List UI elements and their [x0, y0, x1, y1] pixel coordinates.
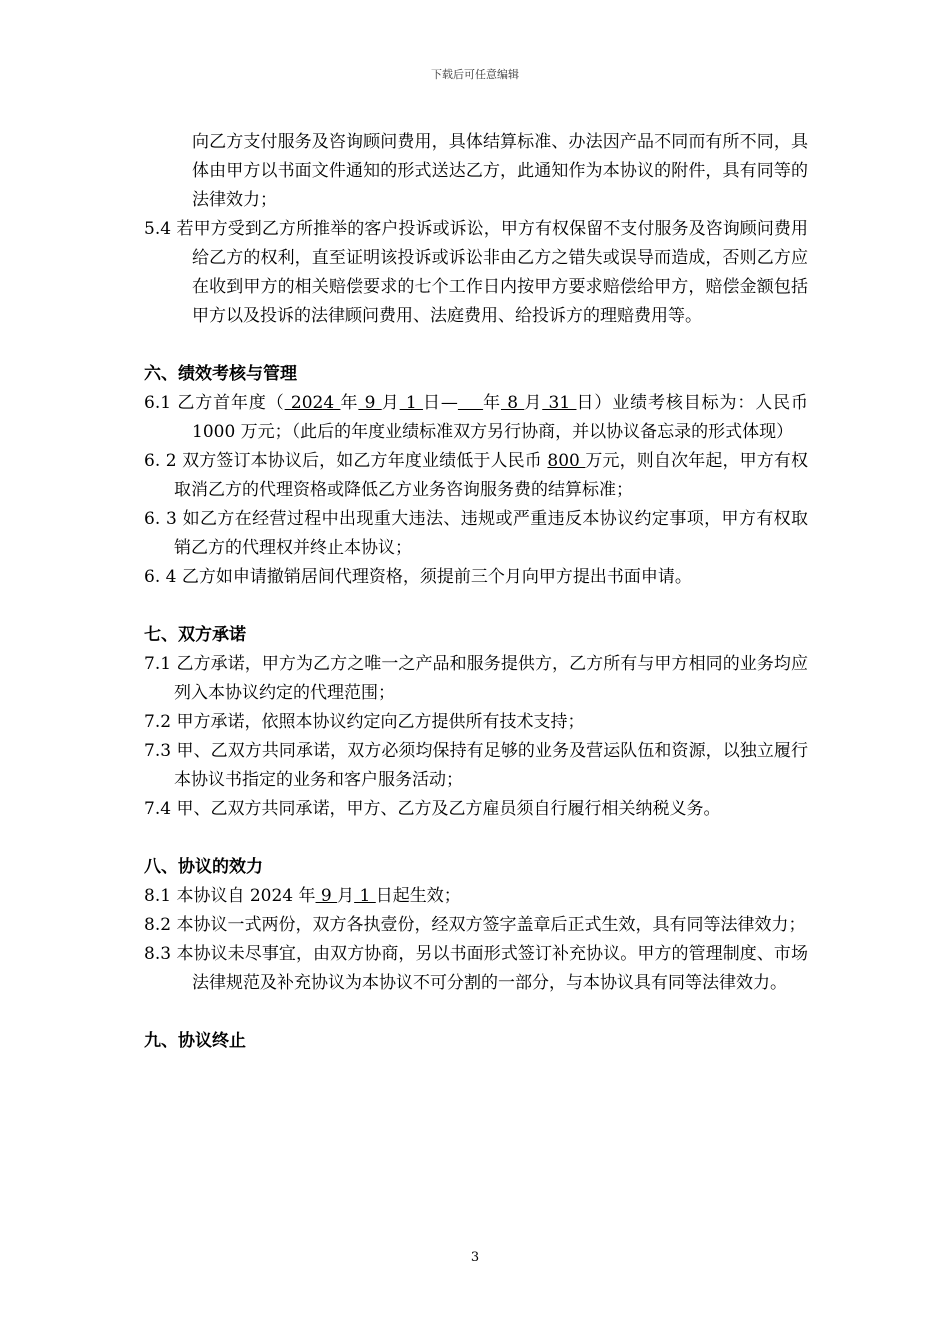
- clause-text: 月: [337, 886, 355, 906]
- threshold-amount-field: 800: [547, 451, 586, 471]
- clause-8-2: 8.2 本协议一式两份，双方各执壹份，经双方签字盖章后正式生效，具有同等法律效力；: [144, 915, 806, 935]
- clause-text: 月: [524, 393, 543, 413]
- end-month-field: 8: [500, 393, 525, 413]
- clause-text: 6.1 乙方首年度（: [144, 393, 285, 413]
- section-9-heading: 九、协议终止: [144, 1031, 246, 1051]
- section-6-heading: 六、绩效考核与管理: [144, 364, 297, 384]
- start-month-field: 9: [358, 393, 382, 413]
- effective-day-field: 1: [354, 886, 376, 906]
- page-number: 3: [470, 1250, 480, 1265]
- clause-text: 日起生效；: [375, 886, 461, 906]
- spacer: [144, 592, 808, 621]
- spacer: [144, 331, 808, 360]
- clause-7-4: 7.4 甲、乙双方共同承诺，甲方、乙方及乙方雇员须自行履行相关纳税义务。: [144, 799, 721, 819]
- document-body: [144, 128, 808, 1056]
- clause-8-1: [144, 882, 808, 911]
- effective-month-field: 9: [315, 886, 338, 906]
- clause-7-1: 7.1 乙方承诺，甲方为乙方之唯一之产品和服务提供方，乙方所有与甲方相同的业务均应列入本协议约定的代理范围；: [144, 654, 808, 703]
- end-year-field: [458, 393, 483, 413]
- clause-text: 万元，则自次年起，甲方有权取消乙方的代理资格或降低乙方业务咨询服务费的结算标准；: [174, 451, 808, 500]
- clause-6-1: [144, 389, 808, 447]
- clause-text: 6. 2 双方签订本协议后，如乙方年度业绩低于人民币: [144, 451, 548, 471]
- clause-6-2: [144, 447, 808, 505]
- clause-text: 年: [340, 393, 359, 413]
- clause-text: 年: [483, 393, 501, 413]
- clause-5-4: 5.4 若甲方受到乙方所推举的客户投诉或诉讼，甲方有权保留不支付服务及咨询顾问费用给乙方的权利，直至证明该投诉或诉讼非由乙方之错失或误导而造成，否则乙方应在收到甲方的相关赔偿要求的七个工作日内按甲方要求赔偿给甲方，赔偿金额包括甲方以及投诉的法律顾问费用、法庭费用、给投诉方的理赔费用等。: [144, 219, 808, 326]
- clause-text: 日）业绩考核目标为：人民币 1000 万元；（此后的年度业绩标准双方另行协商，并以协议备忘录的形式体现）: [192, 393, 809, 442]
- start-day-field: 1: [399, 393, 424, 413]
- clause-8-3: 8.3 本协议未尽事宜，由双方协商，另以书面形式签订补充协议。甲方的管理制度、市场法律规范及补充协议为本协议不可分割的一部分，与本协议具有同等法律效力。: [144, 944, 808, 993]
- clause-6-3: 6. 3 如乙方在经营过程中出现重大违法、违规或严重违反本协议约定事项，甲方有权取销乙方的代理权并终止本协议；: [144, 509, 808, 558]
- clause-text: 月: [381, 393, 400, 413]
- clause-5-3-continuation: 向乙方支付服务及咨询顾问费用，具体结算标准、办法因产品不同而有所不同，具体由甲方以书面文件通知的形式送达乙方，此通知作为本协议的附件，具有同等的法律效力；: [192, 132, 808, 210]
- clause-7-3: 7.3 甲、乙双方共同承诺，双方必须均保持有足够的业务及营运队伍和资源，以独立履行本协议书指定的业务和客户服务活动；: [144, 741, 808, 790]
- start-year-field: 2024: [284, 393, 341, 413]
- clause-text: 8.1 本协议自 2024 年: [144, 886, 316, 906]
- page-header: 下载后可任意编辑: [431, 68, 519, 81]
- spacer: [144, 998, 808, 1027]
- clause-text: 日—: [423, 393, 458, 413]
- clause-7-2: 7.2 甲方承诺，依照本协议约定向乙方提供所有技术支持；: [144, 712, 585, 732]
- section-7-heading: 七、双方承诺: [144, 625, 246, 645]
- clause-6-4: 6. 4 乙方如申请撤销居间代理资格，须提前三个月向甲方提出书面申请。: [144, 567, 692, 587]
- section-8-heading: 八、协议的效力: [144, 857, 263, 877]
- end-day-field: 31: [542, 393, 577, 413]
- spacer: [144, 824, 808, 853]
